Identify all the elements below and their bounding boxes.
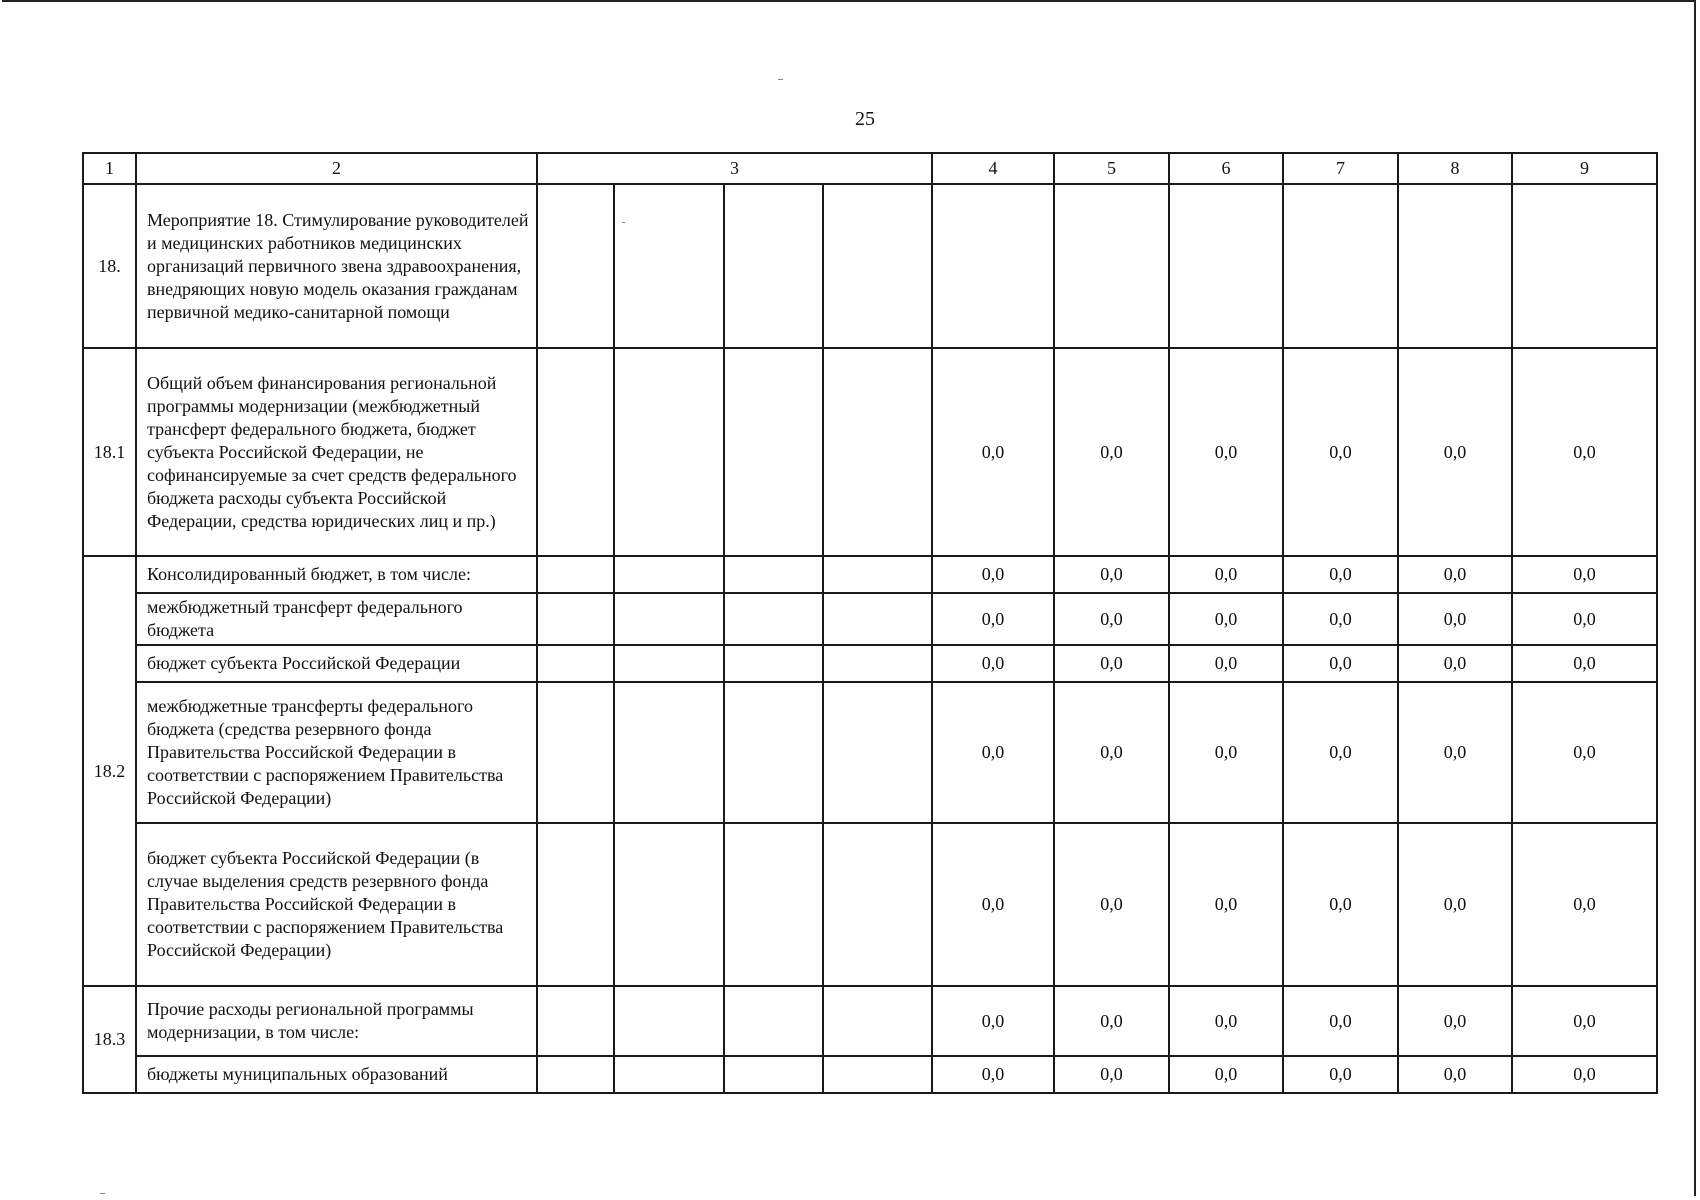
row-number: 18.1	[83, 348, 136, 556]
value-cell	[1283, 184, 1398, 348]
empty-cell	[823, 823, 932, 986]
header-row	[83, 153, 1657, 184]
value-cell: 0,0	[1283, 645, 1398, 682]
scan-speck	[778, 79, 783, 80]
header-cell: 9	[1512, 153, 1657, 184]
row-description: межбюджетный трансферт федерального бюджета	[136, 593, 537, 645]
value-cell	[1512, 184, 1657, 348]
empty-cell	[537, 823, 614, 986]
empty-cell	[614, 1056, 724, 1093]
table-row	[83, 348, 1657, 556]
empty-cell	[724, 823, 823, 986]
empty-cell	[537, 593, 614, 645]
value-cell: 0,0	[1283, 1056, 1398, 1093]
empty-cell	[614, 645, 724, 682]
empty-cell	[537, 645, 614, 682]
value-cell: 0,0	[1398, 823, 1512, 986]
value-cell: 0,0	[1398, 645, 1512, 682]
row-description: Консолидированный бюджет, в том числе:	[136, 556, 537, 593]
empty-cell	[614, 184, 724, 348]
value-cell: 0,0	[1398, 593, 1512, 645]
value-cell	[1398, 184, 1512, 348]
value-cell: 0,0	[1512, 682, 1657, 823]
empty-cell	[823, 184, 932, 348]
table-row	[83, 556, 1657, 593]
row-description: бюджеты муниципальных образований	[136, 1056, 537, 1093]
value-cell: 0,0	[1169, 1056, 1283, 1093]
empty-cell	[537, 556, 614, 593]
row-number: 18.3	[83, 986, 136, 1093]
value-cell: 0,0	[1398, 682, 1512, 823]
value-cell: 0,0	[1169, 593, 1283, 645]
value-cell: 0,0	[1054, 593, 1169, 645]
value-cell	[1054, 184, 1169, 348]
empty-cell	[823, 1056, 932, 1093]
empty-cell	[724, 184, 823, 348]
value-cell: 0,0	[932, 1056, 1054, 1093]
value-cell: 0,0	[932, 556, 1054, 593]
empty-cell	[724, 556, 823, 593]
header-cell: 8	[1398, 153, 1512, 184]
empty-cell	[823, 645, 932, 682]
header-cell: 7	[1283, 153, 1398, 184]
value-cell: 0,0	[1169, 645, 1283, 682]
value-cell: 0,0	[1169, 348, 1283, 556]
value-cell: 0,0	[932, 645, 1054, 682]
empty-cell	[614, 682, 724, 823]
empty-cell	[823, 986, 932, 1056]
value-cell: 0,0	[1398, 1056, 1512, 1093]
empty-cell	[614, 823, 724, 986]
header-cell: 5	[1054, 153, 1169, 184]
empty-cell	[614, 348, 724, 556]
value-cell: 0,0	[1054, 682, 1169, 823]
value-cell: 0,0	[1512, 556, 1657, 593]
empty-cell	[724, 593, 823, 645]
empty-cell	[823, 556, 932, 593]
value-cell: 0,0	[1283, 682, 1398, 823]
empty-cell	[724, 348, 823, 556]
value-cell: 0,0	[1398, 348, 1512, 556]
table-row	[83, 986, 1657, 1056]
budget-table	[82, 152, 1658, 1094]
value-cell: 0,0	[932, 348, 1054, 556]
value-cell: 0,0	[1512, 986, 1657, 1056]
row-description: Мероприятие 18. Стимулирование руководителей и медицинских работников медицинских организаций первичного звена здравоохранения, внедряющих новую модель оказания гражданам первичной медико-санитарной помощи	[136, 184, 537, 348]
value-cell: 0,0	[1512, 645, 1657, 682]
value-cell: 0,0	[1054, 645, 1169, 682]
empty-cell	[537, 986, 614, 1056]
table-row	[83, 593, 1657, 645]
value-cell: 0,0	[1054, 823, 1169, 986]
empty-cell	[823, 682, 932, 823]
value-cell: 0,0	[1398, 986, 1512, 1056]
value-cell: 0,0	[1054, 986, 1169, 1056]
value-cell: 0,0	[932, 682, 1054, 823]
row-number: 18.2	[83, 556, 136, 986]
value-cell: 0,0	[932, 823, 1054, 986]
row-description: Общий объем финансирования региональной программы модернизации (межбюджетный трансферт федерального бюджета, бюджет субъекта Российской Федерации, не софинансируемые за счет средств федерального бюджета расходы субъекта Российской Федерации, средства юридических лиц и пр.)	[136, 348, 537, 556]
value-cell	[1169, 184, 1283, 348]
value-cell: 0,0	[1169, 556, 1283, 593]
empty-cell	[724, 1056, 823, 1093]
table-row	[83, 1056, 1657, 1093]
empty-cell	[724, 682, 823, 823]
empty-cell	[724, 645, 823, 682]
value-cell: 0,0	[1169, 986, 1283, 1056]
empty-cell	[537, 1056, 614, 1093]
header-cell: 6	[1169, 153, 1283, 184]
page-number: 25	[855, 108, 875, 130]
empty-cell	[537, 682, 614, 823]
value-cell: 0,0	[932, 593, 1054, 645]
value-cell: 0,0	[1398, 556, 1512, 593]
value-cell: 0,0	[1283, 593, 1398, 645]
row-description: бюджет субъекта Российской Федерации (в случае выделения средств резервного фонда Правительства Российской Федерации в соответствии с распоряжением Правительства Российской Федерации)	[136, 823, 537, 986]
table-row	[83, 823, 1657, 986]
value-cell: 0,0	[1283, 348, 1398, 556]
table-row	[83, 184, 1657, 348]
value-cell: 0,0	[1054, 1056, 1169, 1093]
empty-cell	[823, 593, 932, 645]
scan-speck	[100, 1193, 105, 1194]
value-cell	[932, 184, 1054, 348]
empty-cell	[823, 348, 932, 556]
empty-cell	[537, 184, 614, 348]
value-cell: 0,0	[932, 986, 1054, 1056]
value-cell: 0,0	[1283, 986, 1398, 1056]
value-cell: 0,0	[1283, 823, 1398, 986]
value-cell: 0,0	[1054, 556, 1169, 593]
value-cell: 0,0	[1054, 348, 1169, 556]
value-cell: 0,0	[1283, 556, 1398, 593]
table-row	[83, 645, 1657, 682]
header-cell: 4	[932, 153, 1054, 184]
value-cell: 0,0	[1512, 1056, 1657, 1093]
empty-cell	[614, 593, 724, 645]
row-description: бюджет субъекта Российской Федерации	[136, 645, 537, 682]
empty-cell	[614, 986, 724, 1056]
value-cell: 0,0	[1512, 348, 1657, 556]
empty-cell	[537, 348, 614, 556]
value-cell: 0,0	[1512, 823, 1657, 986]
row-number: 18.	[83, 184, 136, 348]
value-cell: 0,0	[1169, 823, 1283, 986]
header-cell: 3	[537, 153, 932, 184]
value-cell: 0,0	[1512, 593, 1657, 645]
empty-cell	[614, 556, 724, 593]
row-description: межбюджетные трансферты федерального бюджета (средства резервного фонда Правительства Российской Федерации в соответствии с распоряжением Правительства Российской Федерации)	[136, 682, 537, 823]
header-cell: 1	[83, 153, 136, 184]
value-cell: 0,0	[1169, 682, 1283, 823]
header-cell: 2	[136, 153, 537, 184]
row-description: Прочие расходы региональной программы модернизации, в том числе:	[136, 986, 537, 1056]
table-row	[83, 682, 1657, 823]
empty-cell	[724, 986, 823, 1056]
